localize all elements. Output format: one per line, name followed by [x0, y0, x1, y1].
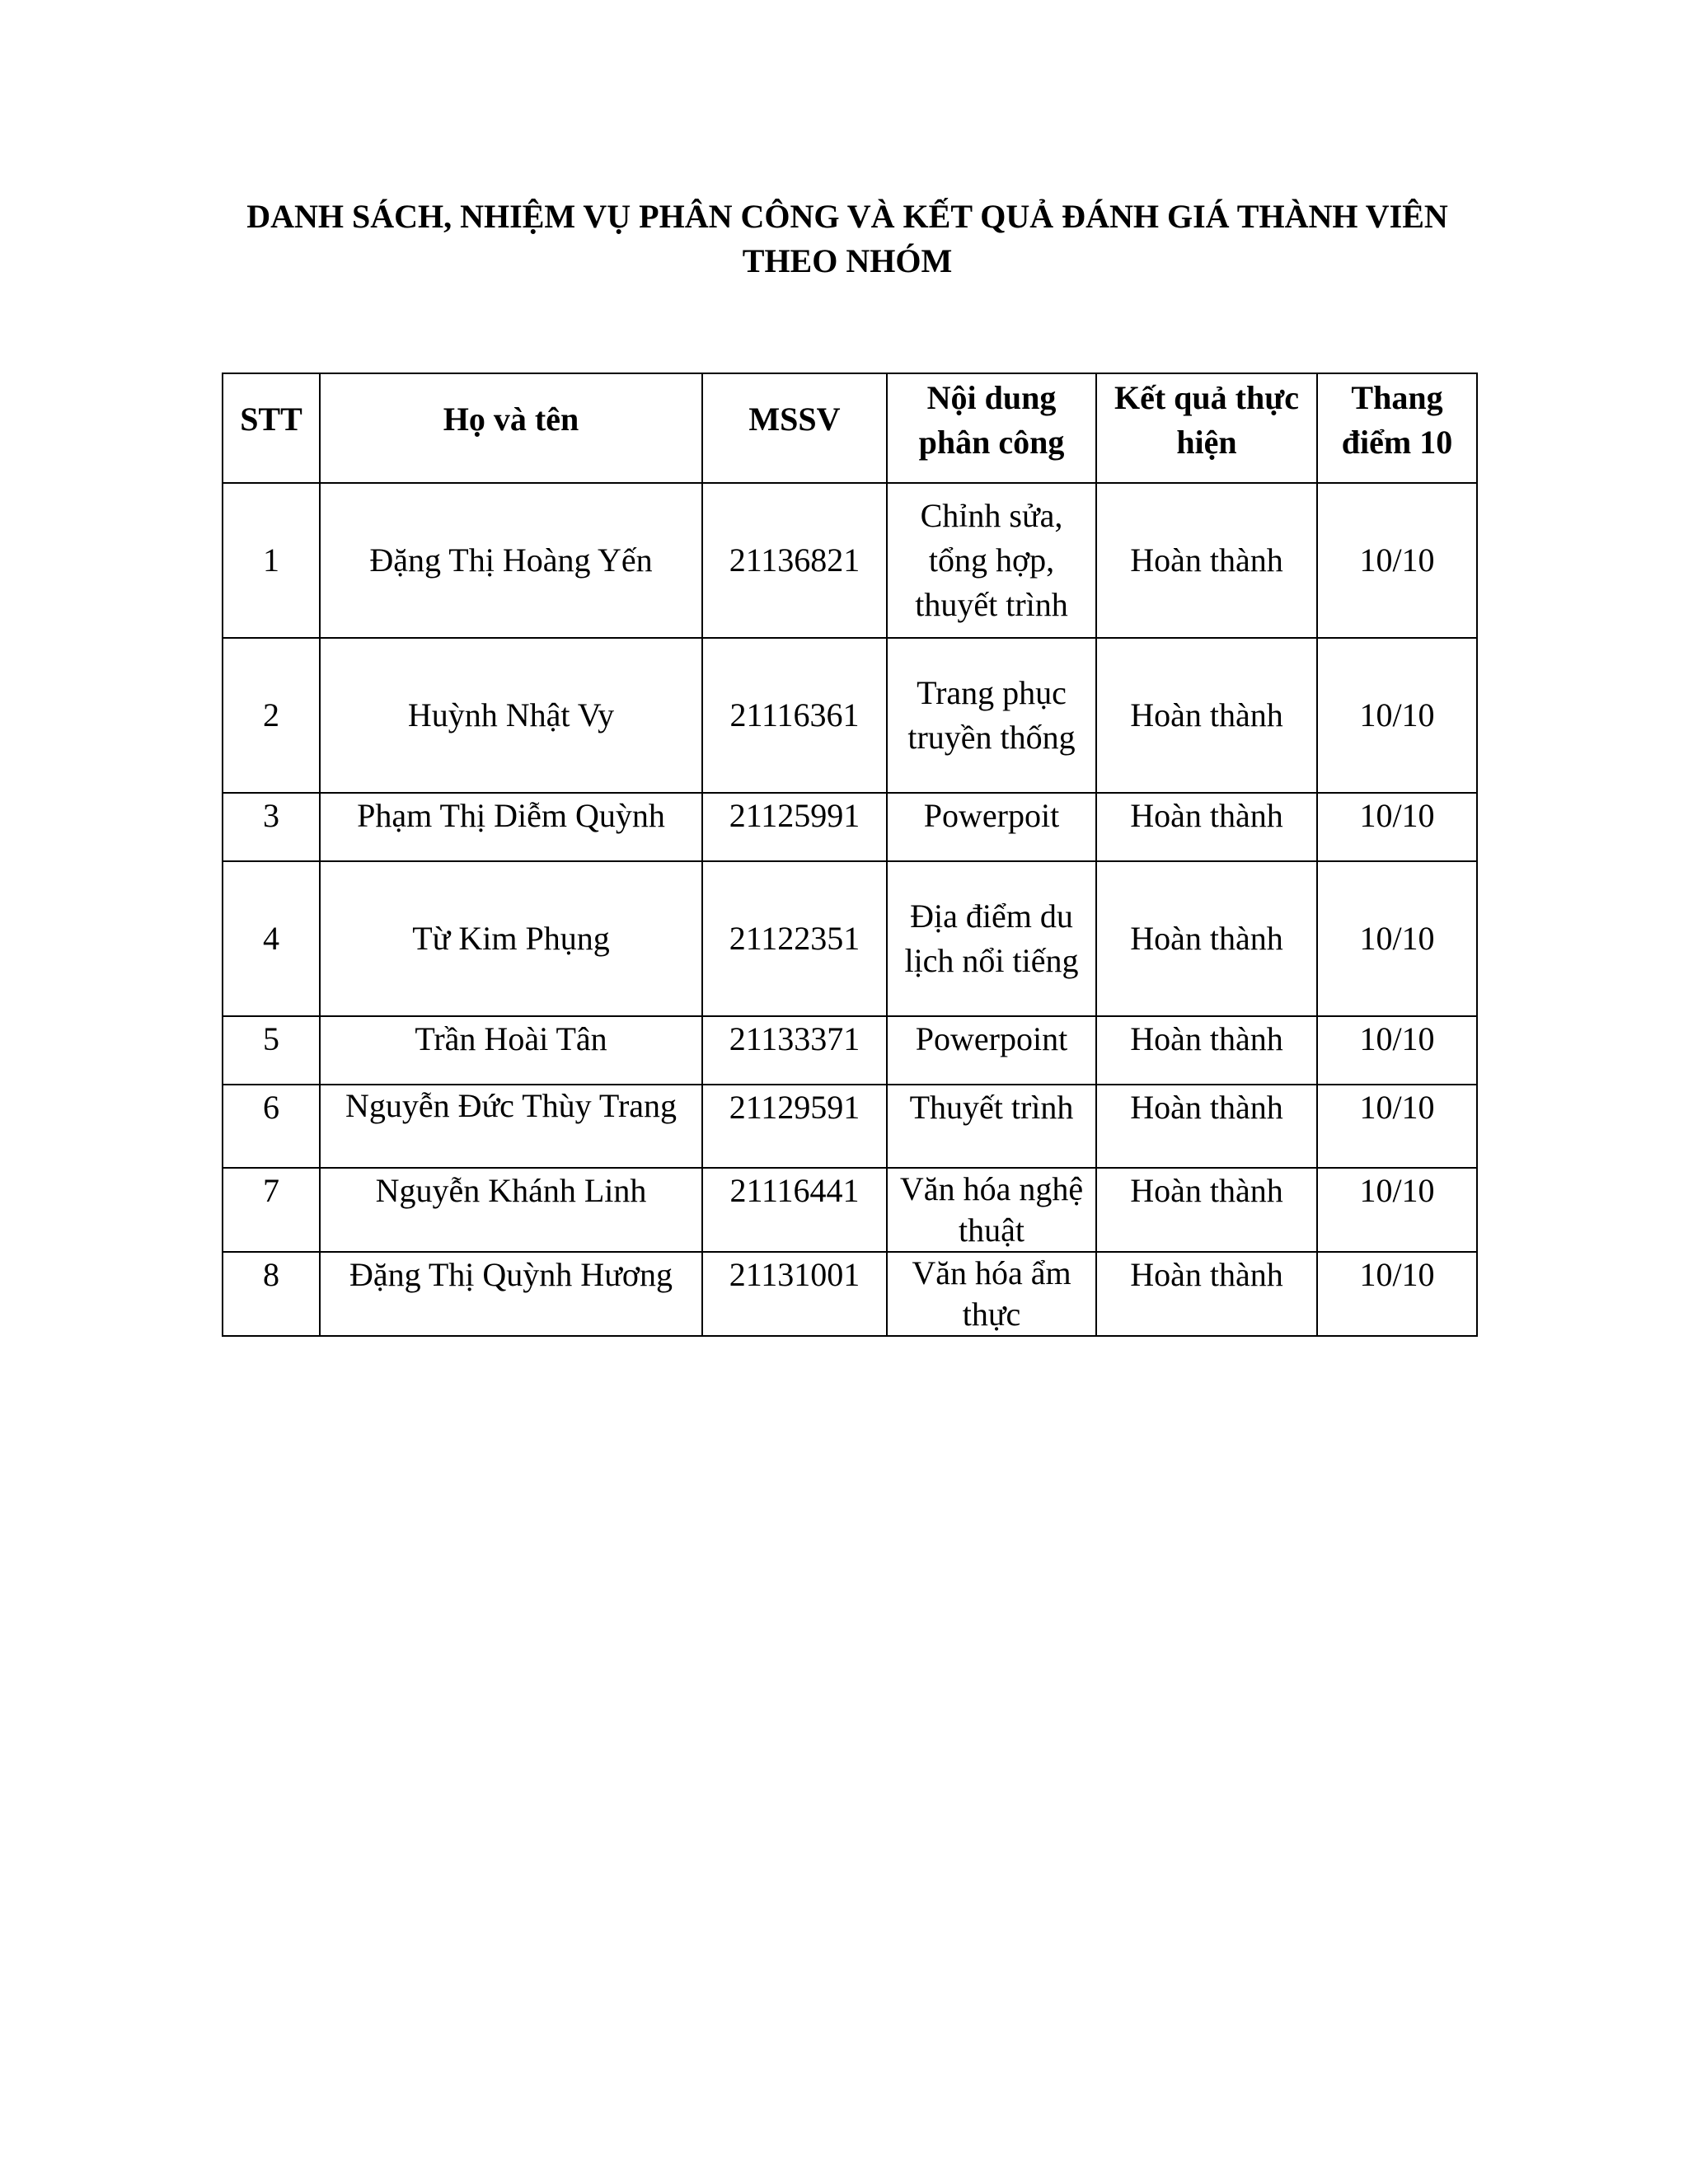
- cell-task: Thuyết trình: [887, 1085, 1096, 1168]
- cell-stt: 5: [223, 1016, 320, 1085]
- cell-task: Chỉnh sửa, tổng hợp, thuyết trình: [887, 483, 1096, 638]
- cell-result: Hoàn thành: [1096, 793, 1317, 861]
- cell-task: Powerpoint: [887, 1016, 1096, 1085]
- header-cell-stt: STT: [223, 373, 320, 483]
- cell-mssv: 21136821: [702, 483, 887, 638]
- cell-result: Hoàn thành: [1096, 861, 1317, 1016]
- cell-stt: 7: [223, 1168, 320, 1252]
- header-cell-name: Họ và tên: [320, 373, 702, 483]
- cell-name: Huỳnh Nhật Vy: [320, 638, 702, 793]
- header-cell-score: Thang điểm 10: [1317, 373, 1477, 483]
- header-cell-result: Kết quả thực hiện: [1096, 373, 1317, 483]
- cell-score: 10/10: [1317, 1085, 1477, 1168]
- page-title: DANH SÁCH, NHIỆM VỤ PHÂN CÔNG VÀ KẾT QUẢ ĐÁNH GIÁ THÀNH VIÊN THEO NHÓM: [246, 198, 1448, 279]
- table-row: [223, 1168, 1477, 1252]
- member-table: [222, 373, 1478, 1337]
- cell-name: Nguyễn Khánh Linh: [320, 1168, 702, 1252]
- cell-result: Hoàn thành: [1096, 1016, 1317, 1085]
- cell-stt: 1: [223, 483, 320, 638]
- cell-result: Hoàn thành: [1096, 1168, 1317, 1252]
- cell-mssv: 21125991: [702, 793, 887, 861]
- cell-score: 10/10: [1317, 1252, 1477, 1336]
- table-row: [223, 1252, 1477, 1336]
- table-row: [223, 1016, 1477, 1085]
- cell-score: 10/10: [1317, 638, 1477, 793]
- cell-score: 10/10: [1317, 1168, 1477, 1252]
- cell-stt: 6: [223, 1085, 320, 1168]
- cell-task: Văn hóa nghệ thuật: [887, 1168, 1096, 1252]
- cell-name: Từ Kim Phụng: [320, 861, 702, 1016]
- cell-stt: 4: [223, 861, 320, 1016]
- cell-score: 10/10: [1317, 1016, 1477, 1085]
- table-row: [223, 861, 1477, 1016]
- cell-name: Trần Hoài Tân: [320, 1016, 702, 1085]
- table-row: [223, 638, 1477, 793]
- header-cell-mssv: MSSV: [702, 373, 887, 483]
- cell-mssv: 21122351: [702, 861, 887, 1016]
- cell-result: Hoàn thành: [1096, 483, 1317, 638]
- cell-stt: 8: [223, 1252, 320, 1336]
- cell-task: Địa điểm du lịch nổi tiếng: [887, 861, 1096, 1016]
- table-row: [223, 483, 1477, 638]
- table-row: [223, 793, 1477, 861]
- header-cell-task: Nội dung phân công: [887, 373, 1096, 483]
- cell-result: Hoàn thành: [1096, 638, 1317, 793]
- table-row: [223, 1085, 1477, 1168]
- cell-mssv: 21116441: [702, 1168, 887, 1252]
- cell-result: Hoàn thành: [1096, 1085, 1317, 1168]
- cell-score: 10/10: [1317, 483, 1477, 638]
- cell-result: Hoàn thành: [1096, 1252, 1317, 1336]
- cell-score: 10/10: [1317, 861, 1477, 1016]
- cell-stt: 3: [223, 793, 320, 861]
- cell-task: Văn hóa ẩm thực: [887, 1252, 1096, 1336]
- header-row: [223, 373, 1477, 483]
- cell-name: Nguyễn Đức Thùy Trang: [320, 1085, 702, 1168]
- cell-name: Đặng Thị Quỳnh Hương: [320, 1252, 702, 1336]
- cell-task: Powerpoit: [887, 793, 1096, 861]
- cell-name: Đặng Thị Hoàng Yến: [320, 483, 702, 638]
- cell-task: Trang phục truyền thống: [887, 638, 1096, 793]
- cell-mssv: 21116361: [702, 638, 887, 793]
- cell-stt: 2: [223, 638, 320, 793]
- cell-mssv: 21131001: [702, 1252, 887, 1336]
- cell-name: Phạm Thị Diễm Quỳnh: [320, 793, 702, 861]
- cell-score: 10/10: [1317, 793, 1477, 861]
- cell-mssv: 21129591: [702, 1085, 887, 1168]
- cell-mssv: 21133371: [702, 1016, 887, 1085]
